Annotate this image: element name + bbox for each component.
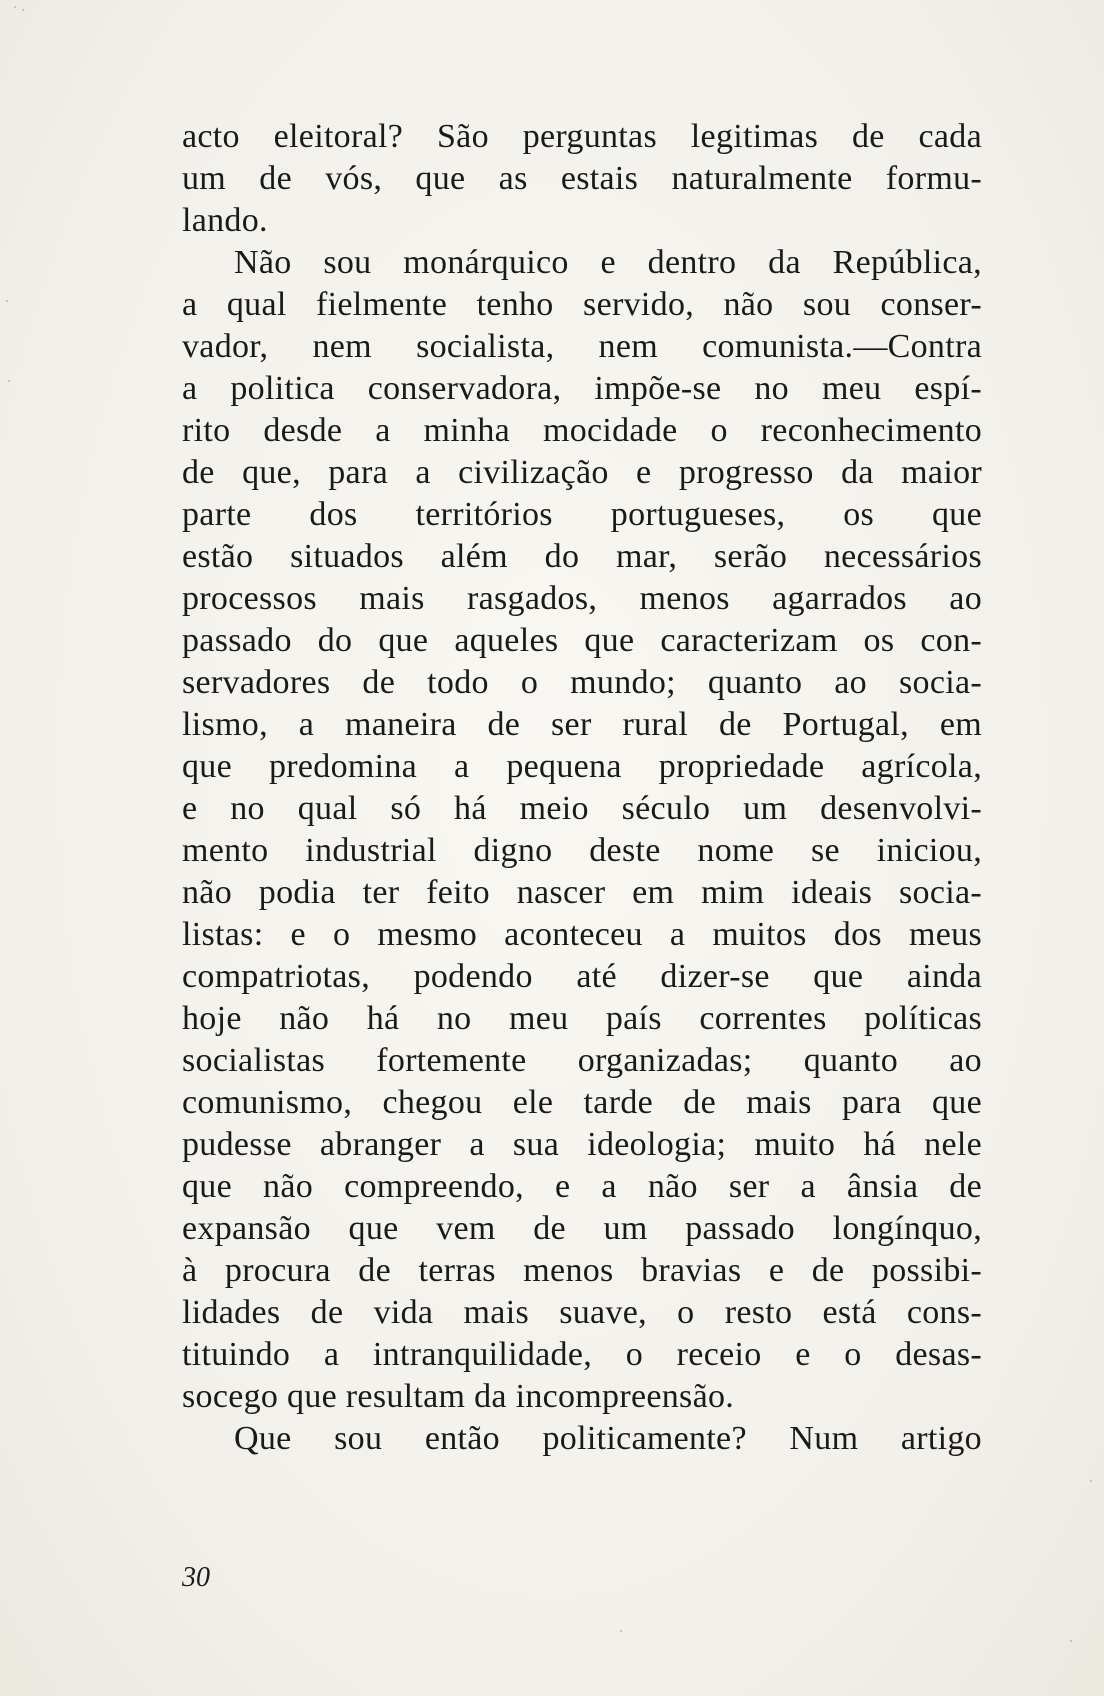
text-line: não podia ter feito nascer em mim ideais socia- [182, 874, 982, 911]
text-line: a qual fielmente tenho servido, não sou conser- [182, 286, 982, 323]
text-line: parte dos territórios portugueses, os que [182, 496, 982, 533]
text-line: lidades de vida mais suave, o resto está cons- [182, 1294, 982, 1331]
text-line: mento industrial digno deste nome se iniciou, [182, 832, 982, 869]
text-line: socialistas fortemente organizadas; quanto ao [182, 1042, 982, 1079]
page-text-block [182, 116, 982, 1460]
text-line: comunismo, chegou ele tarde de mais para que [182, 1084, 982, 1121]
text-line: servadores de todo o mundo; quanto ao socia- [182, 664, 982, 701]
paper-speck [22, 9, 24, 11]
paper-speck [8, 380, 10, 382]
text-line: Que sou então politicamente? Num artigo [234, 1420, 982, 1457]
text-line: tituindo a intranquilidade, o receio e o desas- [182, 1336, 982, 1373]
text-line: vador, nem socialista, nem comunista.—Contra [182, 328, 982, 365]
text-line: socego que resultam da incompreensão. [182, 1378, 735, 1415]
text-line: Não sou monárquico e dentro da República, [234, 244, 982, 281]
page-number: 30 [182, 1562, 210, 1593]
text-line: passado do que aqueles que caracterizam os con- [182, 622, 982, 659]
text-line: à procura de terras menos bravias e de possibi- [182, 1252, 982, 1289]
text-line: e no qual só há meio século um desenvolvi- [182, 790, 982, 827]
paper-speck [14, 6, 16, 8]
text-line: lando. [182, 202, 268, 239]
text-line: de que, para a civilização e progresso da maior [182, 454, 982, 491]
text-line: pudesse abranger a sua ideologia; muito há nele [182, 1126, 982, 1163]
text-line: que predomina a pequena propriedade agrícola, [182, 748, 982, 785]
paper-speck [1070, 1640, 1072, 1642]
text-line: listas: e o mesmo aconteceu a muitos dos meus [182, 916, 982, 953]
text-line: estão situados além do mar, serão necessários [182, 538, 982, 575]
text-line: lismo, a maneira de ser rural de Portugal, em [182, 706, 982, 743]
text-line: expansão que vem de um passado longínquo, [182, 1210, 982, 1247]
text-line: compatriotas, podendo até dizer-se que ainda [182, 958, 982, 995]
text-line: a politica conservadora, impõe-se no meu espí- [182, 370, 982, 407]
text-line: hoje não há no meu país correntes políticas [182, 1000, 982, 1037]
paper-speck [620, 1630, 622, 1632]
paper-speck [6, 300, 8, 302]
text-line: que não compreendo, e a não ser a ânsia de [182, 1168, 982, 1205]
text-line: um de vós, que as estais naturalmente formu- [182, 160, 982, 197]
paper-speck [1090, 1480, 1092, 1482]
text-line: acto eleitoral? São perguntas legitimas de cada [182, 118, 982, 155]
text-line: processos mais rasgados, menos agarrados ao [182, 580, 982, 617]
text-line: rito desde a minha mocidade o reconhecimento [182, 412, 982, 449]
